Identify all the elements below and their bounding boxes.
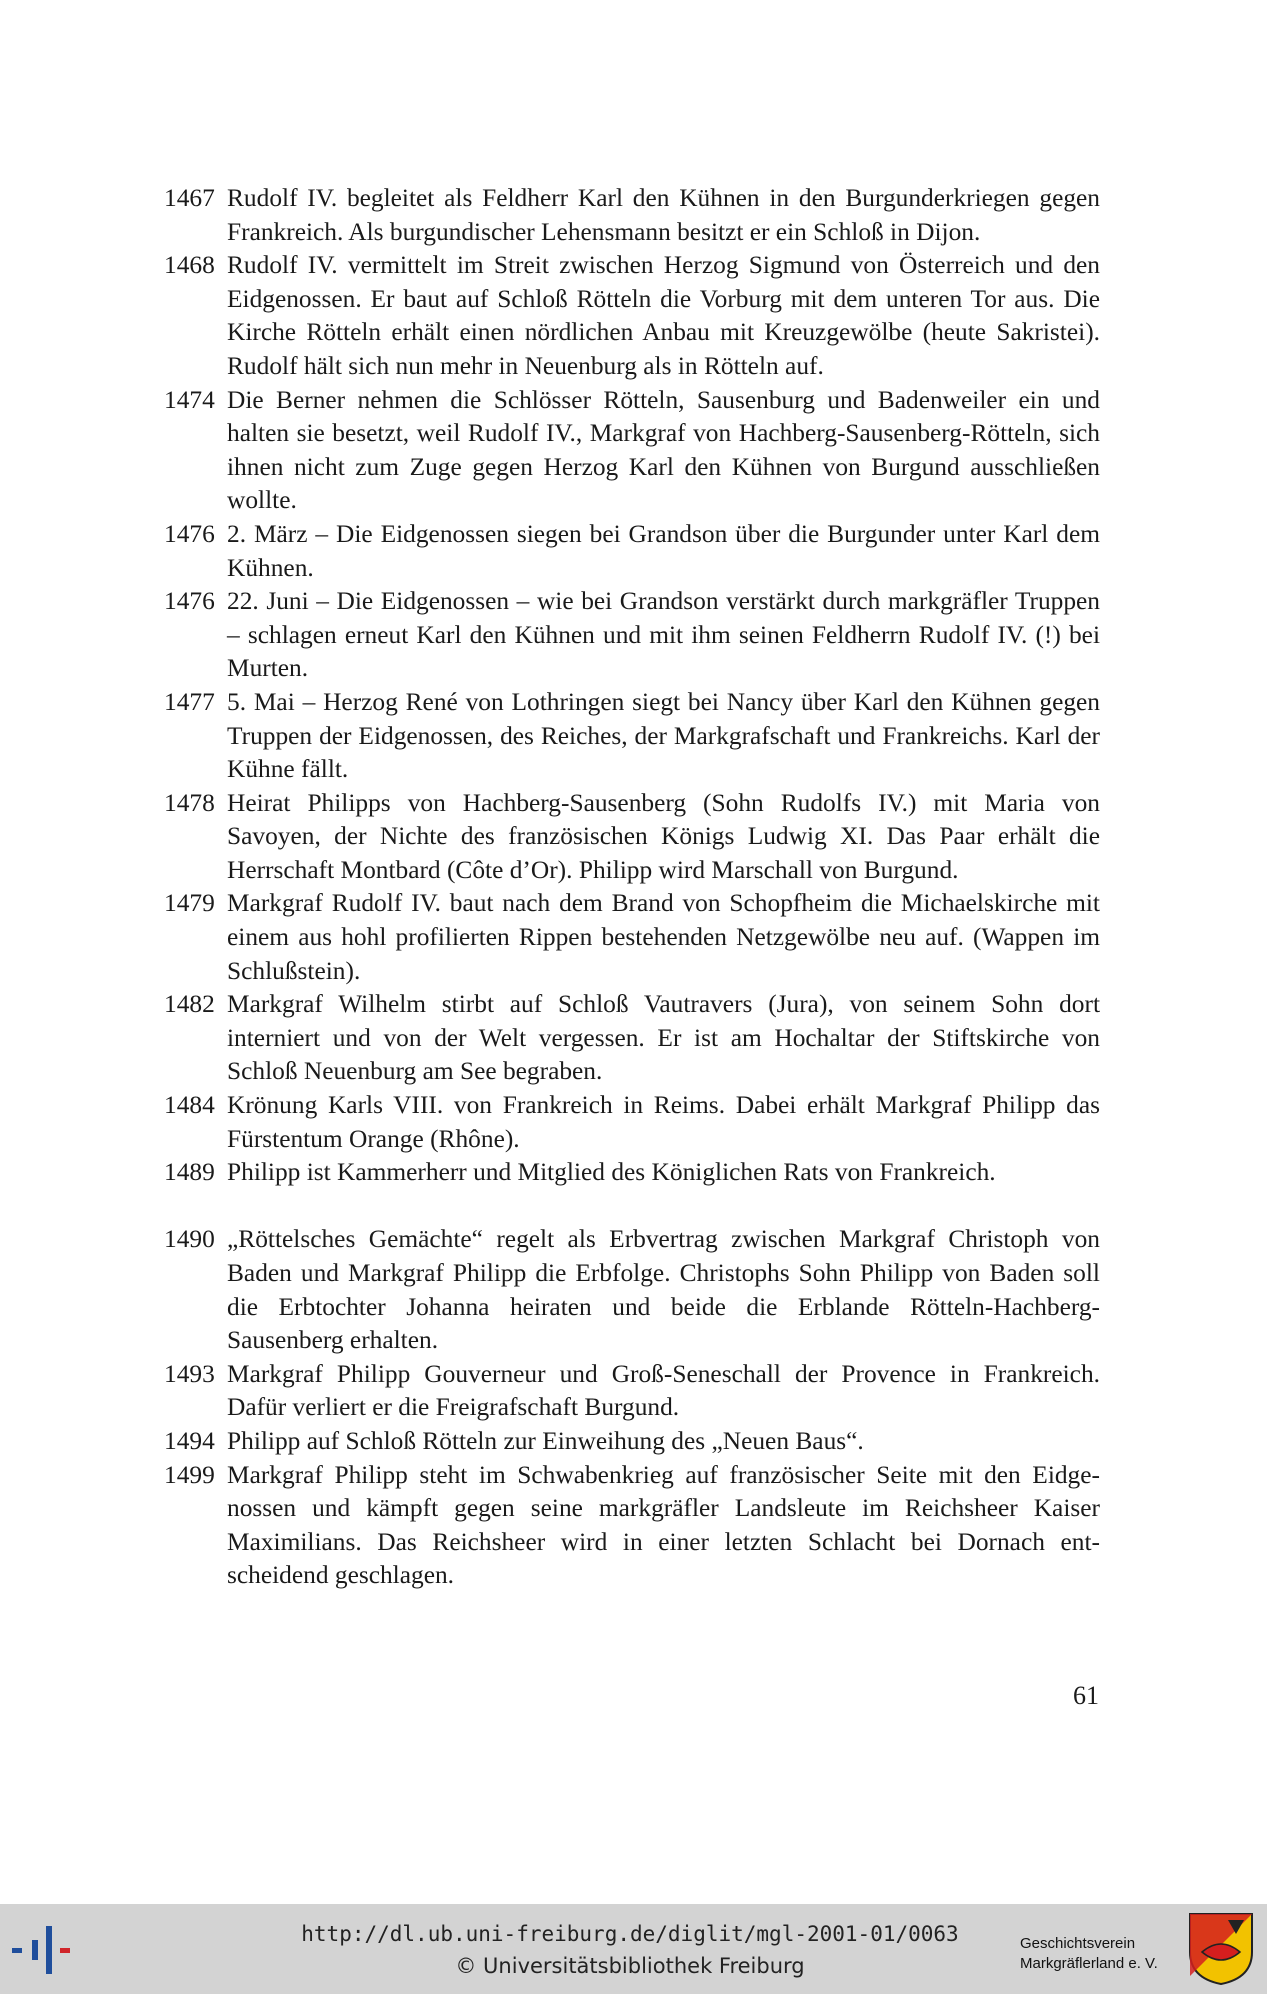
entry-text: Krönung Karls VIII. von Frankreich in Reims. Dabei erhält Markgraf Philipp das Fürstentum Orange (Rhône). [227, 1091, 1100, 1153]
entry-year: 1477 [164, 687, 215, 716]
entry-text: Markgraf Philipp Gouverneur und Groß-Seneschall der Provence in Frankreich. Dafür verliert er die Freigrafschaft Burgund. [227, 1359, 1100, 1422]
entry-text: 22. Juni – Die Eidgenossen – wie bei Grandson verstärkt durch markgräfler Truppen – schlagen erneut Karl den Kühnen und mit ihm seinen Feldherrn Rudolf IV. (!) bei Murten. [227, 587, 1100, 683]
entry-year: 1490 [164, 1225, 215, 1254]
entry-text: Philipp auf Schloß Rötteln zur Einweihung des „Neuen Baus“. [227, 1426, 864, 1455]
permalink[interactable]: http://dl.ub.uni-freiburg.de/diglit/mgl-2001-01/0063 [301, 1922, 959, 1946]
entry-year: 1484 [164, 1091, 215, 1120]
entry-year: 1474 [164, 385, 215, 414]
page-number: 61 [1073, 1681, 1099, 1710]
chronology-entry [164, 1223, 1100, 1357]
entry-year: 1493 [164, 1359, 215, 1388]
copyright-notice: © Universitätsbibliothek Freiburg [455, 1954, 805, 1978]
entry-text: Philipp ist Kammerherr und Mitglied des Königlichen Rats von Frankreich. [227, 1158, 996, 1187]
entry-text: Markgraf Wilhelm stirbt auf Schloß Vautravers (Jura), von seinem Sohn dort interniert und von der Welt vergessen. Er ist am Hochaltar der Stiftskirche von Schloß Neuenburg am See begraben. [227, 990, 1100, 1086]
entry-text: Markgraf Philipp steht im Schwabenkrieg auf französischer Seite mit den Eidgenossen und kämpft gegen seine markgräfler Landsleute im Reichsheer Kaiser Maximilians. Das Reichsheer wird in einer letzten Schlacht bei Dornach entscheidend geschlagen. [227, 1460, 1100, 1590]
chronology-list [164, 182, 1100, 1593]
ub-freiburg-logo-icon[interactable] [12, 1926, 80, 1974]
markgraeflerland-crest-icon[interactable] [1188, 1912, 1254, 1986]
chronology-entry [164, 1358, 1100, 1425]
chronology-entry [164, 988, 1100, 1089]
entry-year: 1489 [164, 1158, 215, 1187]
entry-text: 2. März – Die Eidgenossen siegen bei Grandson über die Burgunder unter Karl dem Kühnen. [227, 519, 1100, 582]
entry-text: 5. Mai – Herzog René von Lothringen siegt bei Nancy über Karl den Kühnen gegen Truppen der Eidgenossen, des Reiches, der Markgrafschaft und Frankreichs. Karl der Kühne fällt. [227, 687, 1100, 784]
entry-text: „Röttelsches Gemächte“ regelt als Erbvertrag zwischen Markgraf Christoph von Baden und Markgraf Philipp die Erbfolge. Christophs Sohn Philipp von Baden soll die Erbtochter Johanna heiraten und beide die Erblande Rötteln-Hachberg-Sausenberg erhalten. [227, 1225, 1100, 1355]
chronology-entry [164, 1089, 1100, 1156]
entry-year: 1499 [164, 1460, 215, 1489]
footer-citation [300, 1918, 960, 1982]
chronology-entry [164, 585, 1100, 686]
entry-year: 1476 [164, 519, 215, 548]
society-line-1: Geschichtsverein [1020, 1935, 1136, 1952]
chronology-entry [164, 1425, 1100, 1459]
entry-text: Die Berner nehmen die Schlösser Rötteln, Sausenburg und Badenweiler ein und halten sie besetzt, weil Rudolf IV., Markgraf von Hachberg-Sausenberg-Rötteln, sich ihnen nicht zum Zuge gegen Herzog Karl den Kühnen von Burgund ausschließen wollte. [227, 385, 1100, 515]
entry-text: Rudolf IV. vermittelt im Streit zwischen Herzog Sigmund von Österreich und den Eidgenossen. Er baut auf Schloß Rötteln die Vorburg mit dem unteren Tor aus. Die Kirche Rötteln erhält einen nördlichen Anbau mit Kreuzgewölbe (heute Sakristei). Rudolf hält sich nun mehr in Neuenburg als in Rötteln auf. [227, 251, 1100, 380]
chronology-entry [164, 686, 1100, 787]
entry-year: 1482 [164, 990, 215, 1019]
entry-year: 1478 [164, 788, 215, 817]
viewer-footer [0, 1904, 1267, 1994]
chronology-entry [164, 787, 1100, 888]
entry-text: Markgraf Rudolf IV. baut nach dem Brand von Schopfheim die Michaelskirche mit einem aus hohl profilierten Rippen bestehenden Netzgewölbe neu auf. (Wappen im Schlußstein). [227, 889, 1100, 985]
society-line-2: Markgräflerland e. V. [1020, 1955, 1158, 1972]
society-name [1020, 1934, 1180, 1974]
entry-year: 1476 [164, 587, 215, 616]
entry-year: 1468 [164, 251, 215, 280]
entry-text: Rudolf IV. begleitet als Feldherr Karl den Kühnen in den Burgunderkriegen gegen Frankreich. Als burgundischer Lehensmann besitzt er ein Schloß in Dijon. [227, 184, 1100, 246]
entry-year: 1467 [164, 184, 215, 212]
entry-year: 1494 [164, 1426, 215, 1455]
chronology-entry [164, 887, 1100, 988]
chronology-entry [164, 384, 1100, 518]
chronology-entry [164, 182, 1100, 249]
chronology-entry [164, 1156, 1100, 1190]
entry-text: Heirat Philipps von Hachberg-Sausenberg (Sohn Rudolfs IV.) mit Maria von Savoyen, der Nichte des französischen Königs Ludwig XI. Das Paar erhält die Herrschaft Montbard (Côte d’Or). Philipp wird Marschall von Burgund. [227, 788, 1100, 884]
entry-year: 1479 [164, 889, 215, 918]
chronology-entry [164, 249, 1100, 383]
chronology-entry [164, 518, 1100, 585]
chronology-entry [164, 1459, 1100, 1593]
